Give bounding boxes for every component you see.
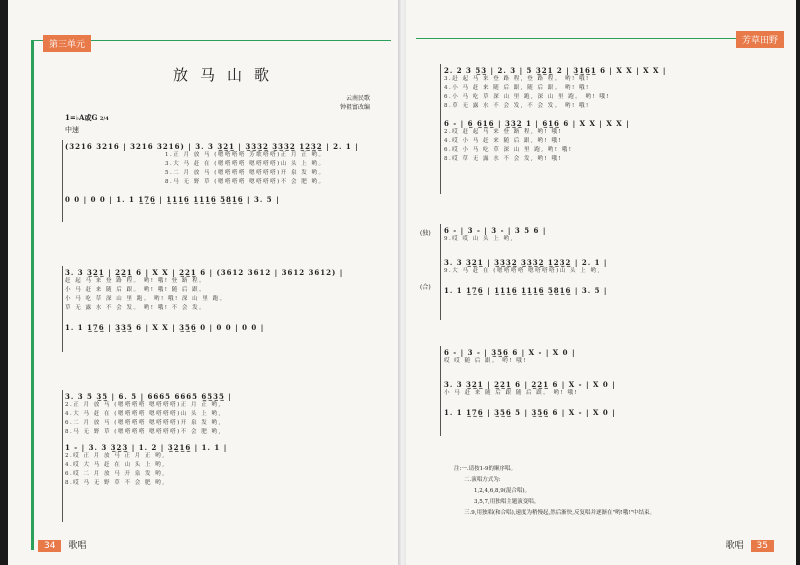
solo-line: 6 - | 3 - | 3 - | 3 5 6 | (444, 226, 547, 235)
footnote-line: 二.演唱方式为: (464, 477, 501, 483)
bass-line: 1. 1 1̲7̲6̲ | 3̲5̲6̲ 5 | 3̲5̲6̲ 6 | X - | X 0 | (444, 408, 616, 417)
lyric-line: 9.大 马 赶 在 (嗯嗒嗒嗒 嗯嗒嗒嗒)山 头 上 哟, (444, 268, 601, 274)
bass-line: 6 - | 6̲ 6̲1̲6̲ | 3̲3̲2̲ 1 | 6̲1̲6̲ 6 | X X | X X | (444, 119, 630, 128)
lyric-line: 6.小 马 吃 草 深 山 里 跑, 深 山 里 跑。 哟! 哦! (444, 94, 611, 100)
credit-arranger: 钟祖富改编 (339, 104, 370, 111)
melody-line: 3. 3 5 3̲5̲ | 6. 5 | 6665 6665 6̲5̲3̲5̲ | (65, 392, 232, 401)
page-number: 35 (751, 540, 774, 552)
section-header (736, 28, 784, 48)
credit-origin: 云南民歌 (345, 95, 370, 102)
lyric-line: 4.哎 小 马 赶 来 随 后 跟, 哟! 哦! (444, 138, 563, 144)
lyric-line: 6.哎 二 月 放 马 开 泉 发 哟, (65, 471, 166, 477)
lyric-line: 草 无 露 水 不 会 发。 哟! 哦! 不 会 发。 (65, 305, 207, 311)
footnote-line: 三.9,用独唱(和合唱),速度为稍慢起,然后渐快,反复唱并逐渐在"哟!哦!"中结束。 (464, 510, 656, 516)
lyric-line: 4.小 马 赶 来 随 后 跟, 随 后 跟。 哟! 哦! (444, 85, 590, 91)
lyric-line: 小 马 赶 来 随 后 跟 随 后 跟。 哟! 哦! (444, 390, 579, 396)
lyric-line: 6.二 月 放 马 (嗯嗒嗒嗒 嗯嗒嗒嗒)开 泉 发 哟, (65, 420, 222, 426)
lyric-line: 小 马 赶 来 随 后 跟。 哟! 哦! 随 后 跟。 (65, 287, 207, 293)
bass-line: 0 0 | 0 0 | 1. 1 1̲7̲6̲ | 1̲1̲1̲6̲ 1̲1̲1̲6̲ 5̲8̲1̲6̲ | 3. 5 | (65, 195, 280, 204)
lyric-line: 8.马 无 野 草 (嗯嗒嗒嗒 嗯嗒嗒嗒)不 会 肥 哟, (65, 429, 222, 435)
chorus-label: (合) (420, 284, 431, 291)
system-brace (62, 266, 63, 352)
lyric-line: 2.正 月 放 马 (嗯嗒嗒嗒 嗯嗒嗒嗒)正 月 正 哟, (65, 402, 222, 408)
page-footer-right (726, 538, 774, 551)
lyric-line: 小 马 吃 草 深 山 里 跑。 哟! 哦! 深 山 里 跑。 (65, 296, 227, 302)
lyric-line: 2.哎 正 月 放 马 正 月 正 哟, (65, 453, 166, 459)
footnote-line: 3,5,7,用独唱主题演变唱。 (474, 499, 540, 505)
footnote-line: 1,2,4,6,8,9(混合唱)。 (474, 488, 531, 494)
footnotes (454, 464, 655, 519)
book-label: 歌唱 (725, 541, 744, 551)
bass-line: 1. 1 1̲7̲6̲ | 3̲3̲5̲ 6 | X X | 3̲5̲6̲ 0 | 0 0 | 0 0 | (65, 323, 265, 332)
melody-line: 3. 3 3̲2̲1̲ | 2̲2̲1̲ 6 | X X | 2̲2̲1̲ 6 | (3612 3612 | 3612 3612) | (65, 268, 344, 277)
lyric-line: 5.二 月 放 马 (嗯嗒嗒嗒 嗯嗒嗒嗒)开 泉 发 哟。 (165, 170, 326, 176)
staff-system-2 (444, 226, 607, 295)
bass-line: 1 - | 3. 3 3̲2̲3̲ | 1. 2 | 3̲2̲1̲6̲ | 1. 1 | (65, 443, 228, 452)
staff-system-3 (444, 348, 616, 417)
solo-label: (独) (420, 230, 431, 237)
staff-system-1 (65, 142, 359, 204)
section-tab: 芳草田野 (736, 31, 784, 48)
bass-line: 1. 1 1̲7̲6̲ | 1̲1̲1̲6̲ 1̲1̲1̲6̲ 5̲8̲1̲6̲ | 3. 5 | (444, 286, 608, 295)
system-brace (440, 224, 441, 320)
melody-line: 3. 3 3̲2̲1̲ | 2̲2̲1̲ 6 | 2̲2̲1̲ 6 | X - | X 0 | (444, 380, 616, 389)
lyric-line: 8.哎 草 无 露 水 不 会 发, 哟! 哦! (444, 156, 563, 162)
system-brace (62, 140, 63, 222)
melody-line: (3216 3216 | 3216 3216) | 3. 3 3̲2̲1̲ | 3̲3̲3̲2̲ 3̲3̲3̲2̲ 1̲2̲3̲2̲ | 2. 1 | (65, 142, 359, 151)
staff-system-2 (65, 268, 343, 332)
melody-line: 2. 2 3 5̲3̲ | 2. 3 | 5 3̲2̲1̲ 2 | 3̲1̲6̲1̲ 6 | X X | X X | (444, 66, 667, 75)
staff-system-3 (65, 392, 232, 488)
page-accent-bar (31, 40, 34, 550)
lyric-line: 9.哎 哎 山 头 上 哟, (444, 236, 514, 242)
lyric-line: 2.哎 赶 起 马 来 登 路 程, 哟! 哦! (444, 129, 563, 135)
melody-line: 3. 3 3̲2̲1̲ | 3̲3̲3̲2̲ 3̲3̲3̲2̲ 1̲2̲3̲2̲ | 2. 1 | (444, 258, 608, 267)
left-page (8, 0, 401, 565)
unit-tab: 第三单元 (43, 35, 91, 52)
lyric-line: 8.哎 马 无 野 草 不 会 肥 哟, (65, 480, 166, 486)
system-brace (440, 64, 441, 194)
lyric-line: 1.正 月 放 马 (嗯嗒嗒嗒 芳歌嗒嗒)正 月 正 哟。 (165, 152, 326, 158)
system-brace (440, 346, 441, 436)
lyric-line: 6.哎 小 马 吃 草 深 山 里 跑, 哟! 哦! (444, 147, 573, 153)
lyric-line: 4.大 马 赶 在 (嗯嗒嗒嗒 嗯嗒嗒嗒)山 头 上 哟, (65, 411, 222, 417)
unit-header (43, 32, 91, 52)
lyric-line: 8.草 无 露 水 不 会 发, 不 会 发。 哟! 哦! (444, 103, 590, 109)
key-signature: 1=♭A或G 2/4 (65, 113, 109, 122)
lyric-line: 3.赶 起 马 来 登 路 程, 登 路 程。 哟! 哦! (444, 76, 590, 82)
song-title: 放马山歌 (173, 66, 282, 84)
solo-line: 6 - | 3 - | 3̲5̲6̲ 6 | X - | X 0 | (444, 348, 576, 357)
system-brace (62, 390, 63, 522)
lyric-line: 4.哎 大 马 赶 在 山 头 上 哟, (65, 462, 166, 468)
page-number: 34 (38, 540, 61, 552)
right-page (406, 0, 796, 565)
lyric-line: 赶 起 马 来 登 路 程。 哟! 哦! 登 路 程。 (65, 278, 207, 284)
header-rule (416, 38, 756, 39)
footnote-line: 注:一.请按1-9的顺序唱。 (454, 466, 516, 472)
lyric-line: 8.马 无 野 草 (嗯嗒嗒嗒 嗯嗒嗒嗒)不 会 肥 哟。 (165, 179, 326, 185)
page-footer-left (38, 538, 86, 551)
lyric-line: 哎 哎 随 后 跟。 哟! 哦! (444, 358, 527, 364)
lyric-line: 3.大 马 赶 在 (嗯嗒嗒嗒 嗯嗒嗒嗒)山 头 上 哟。 (165, 161, 326, 167)
staff-system-1 (444, 66, 666, 164)
tempo-mark: 中速 (65, 126, 79, 134)
book-label: 歌唱 (68, 541, 87, 551)
